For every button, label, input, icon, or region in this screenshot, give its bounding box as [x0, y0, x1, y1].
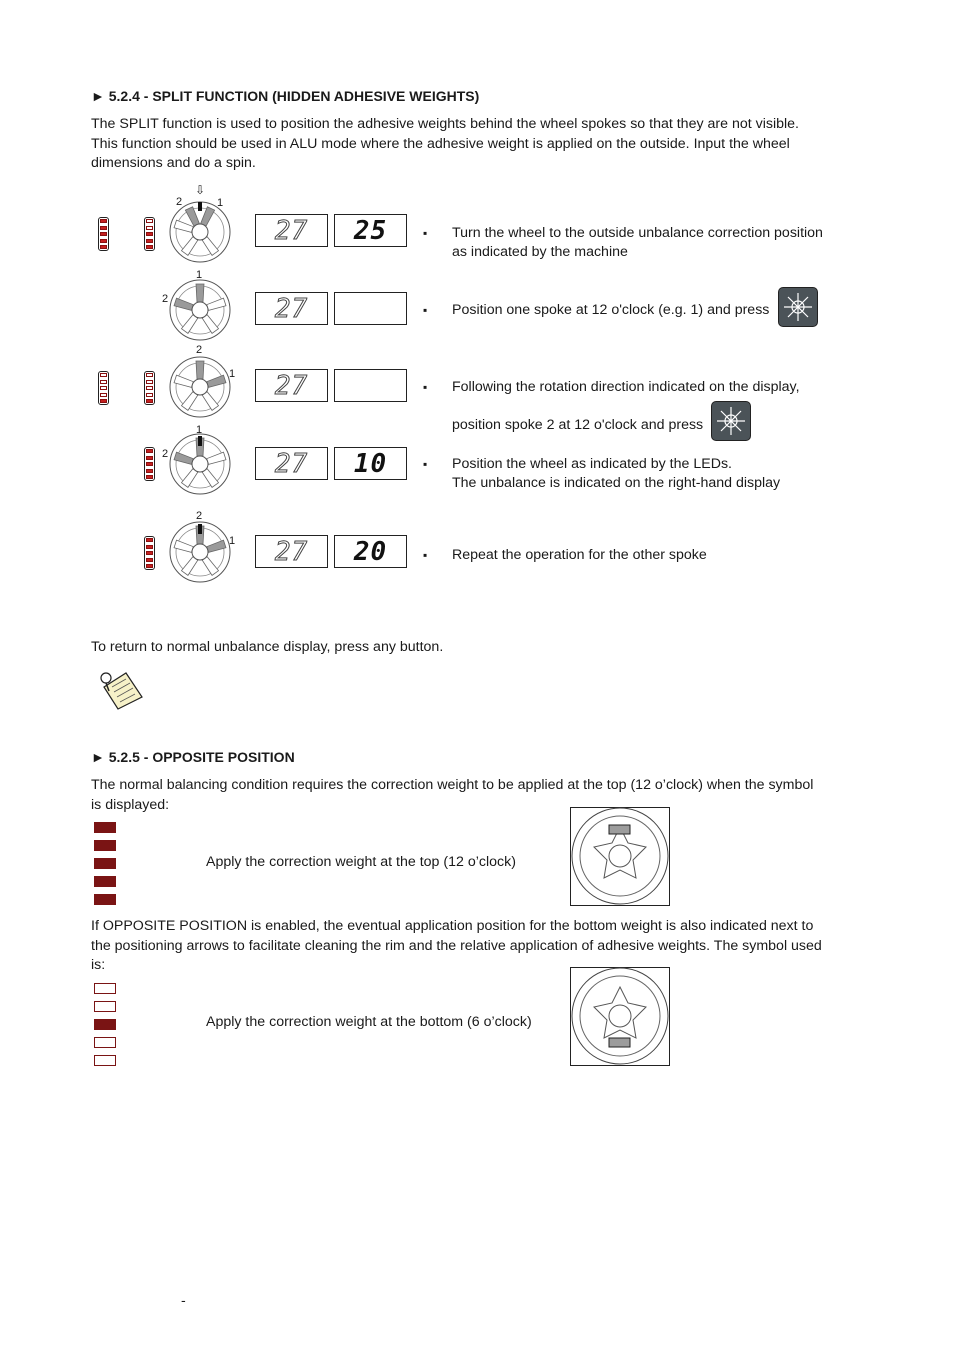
note-icon — [96, 667, 146, 713]
wheel-weight-bottom-diagram — [570, 967, 670, 1066]
led-indicator-left — [98, 371, 109, 405]
left-display: 27 — [255, 292, 328, 325]
spoke-label: 2 — [162, 293, 169, 305]
opposite-text: If OPPOSITE POSITION is enabled, the eventual application position for the bottom weight is also indicated next to the positioning arrows to facilitate cleaning the rim and the relative application of adhesive weights. The symbol used is: — [91, 918, 822, 973]
wheel-spoke-diagram-4 — [168, 432, 232, 496]
section-heading-opposite: ► 5.2.5 - OPPOSITE POSITION — [91, 749, 295, 765]
bullet: ▪ — [423, 226, 428, 240]
led-indicator-right — [144, 217, 155, 251]
bullet: ▪ — [423, 380, 428, 394]
left-display: 27 — [255, 369, 328, 402]
left-display: 27 — [255, 447, 328, 480]
wheel-spoke-diagram-5 — [168, 520, 232, 584]
step-text-5: Repeat the operation for the other spoke — [452, 547, 707, 563]
bullet: ▪ — [423, 548, 428, 562]
right-display: 25 — [334, 214, 407, 247]
bullet: ▪ — [423, 457, 428, 471]
led-indicator-right — [144, 447, 155, 481]
spoke-label: 1 — [196, 269, 203, 281]
split-intro: The SPLIT function is used to position the adhesive weights behind the wheel spokes so that they are not visible. This function should be used in ALU mode where the adhesive weight is applied on the outside. Input the wheel dimensions and do a spin. — [91, 116, 799, 171]
step-text-3b: position spoke 2 at 12 o'clock and press — [452, 417, 704, 433]
top-caption: Apply the correction weight at the top (12 o’clock) — [206, 854, 516, 870]
led-indicator-right — [144, 536, 155, 570]
opposite-intro: The normal balancing condition requires the correction weight to be applied at the top (12 o’clock) when the symbol is displayed: — [91, 777, 814, 813]
footer-dash: - — [181, 1293, 186, 1309]
wheel-weight-top-diagram — [570, 807, 670, 906]
section-heading-split: ► 5.2.4 - SPLIT FUNCTION (HIDDEN ADHESIVE WEIGHTS) — [91, 88, 480, 104]
snowflake-icon — [779, 288, 817, 326]
down-arrow-icon: ⇩ — [195, 183, 206, 197]
spoke-label: 1 — [196, 424, 203, 436]
bottom-caption: Apply the correction weight at the bottom (6 o’clock) — [206, 1014, 532, 1030]
right-display — [334, 369, 407, 402]
led-indicator-right — [144, 371, 155, 405]
wheel-spoke-diagram-2 — [168, 278, 232, 342]
spoke-label: 1 — [229, 368, 236, 380]
wheel-spoke-diagram-3 — [168, 355, 232, 419]
right-display: 10 — [334, 447, 407, 480]
spoke-label: 2 — [176, 196, 183, 208]
spoke-label: 2 — [196, 510, 203, 522]
snowflake-icon — [712, 402, 750, 440]
right-display: 20 — [334, 535, 407, 568]
spoke-label: 2 — [196, 344, 203, 356]
spoke-label: 1 — [229, 535, 236, 547]
step-text-4: Position the wheel as indicated by the LEDs. The unbalance is indicated on the right-hand display — [452, 456, 781, 491]
spoke-label: 2 — [162, 448, 169, 460]
left-display: 27 — [255, 535, 328, 568]
split-button-icon[interactable] — [778, 287, 818, 327]
step-text-1: Turn the wheel to the outside unbalance correction position as indicated by the machine — [452, 225, 823, 260]
return-text: To return to normal unbalance display, press any button. — [91, 639, 444, 655]
led-indicator-left — [98, 217, 109, 251]
right-display — [334, 292, 407, 325]
step-text-2: Position one spoke at 12 o'clock (e.g. 1) and press — [452, 302, 770, 318]
left-display: 27 — [255, 214, 328, 247]
spoke-label: 1 — [217, 197, 224, 209]
split-button-icon[interactable] — [711, 401, 751, 441]
step-text-3: Following the rotation direction indicated on the display, — [452, 379, 800, 395]
bullet: ▪ — [423, 303, 428, 317]
wheel-spoke-diagram-1 — [168, 200, 232, 264]
